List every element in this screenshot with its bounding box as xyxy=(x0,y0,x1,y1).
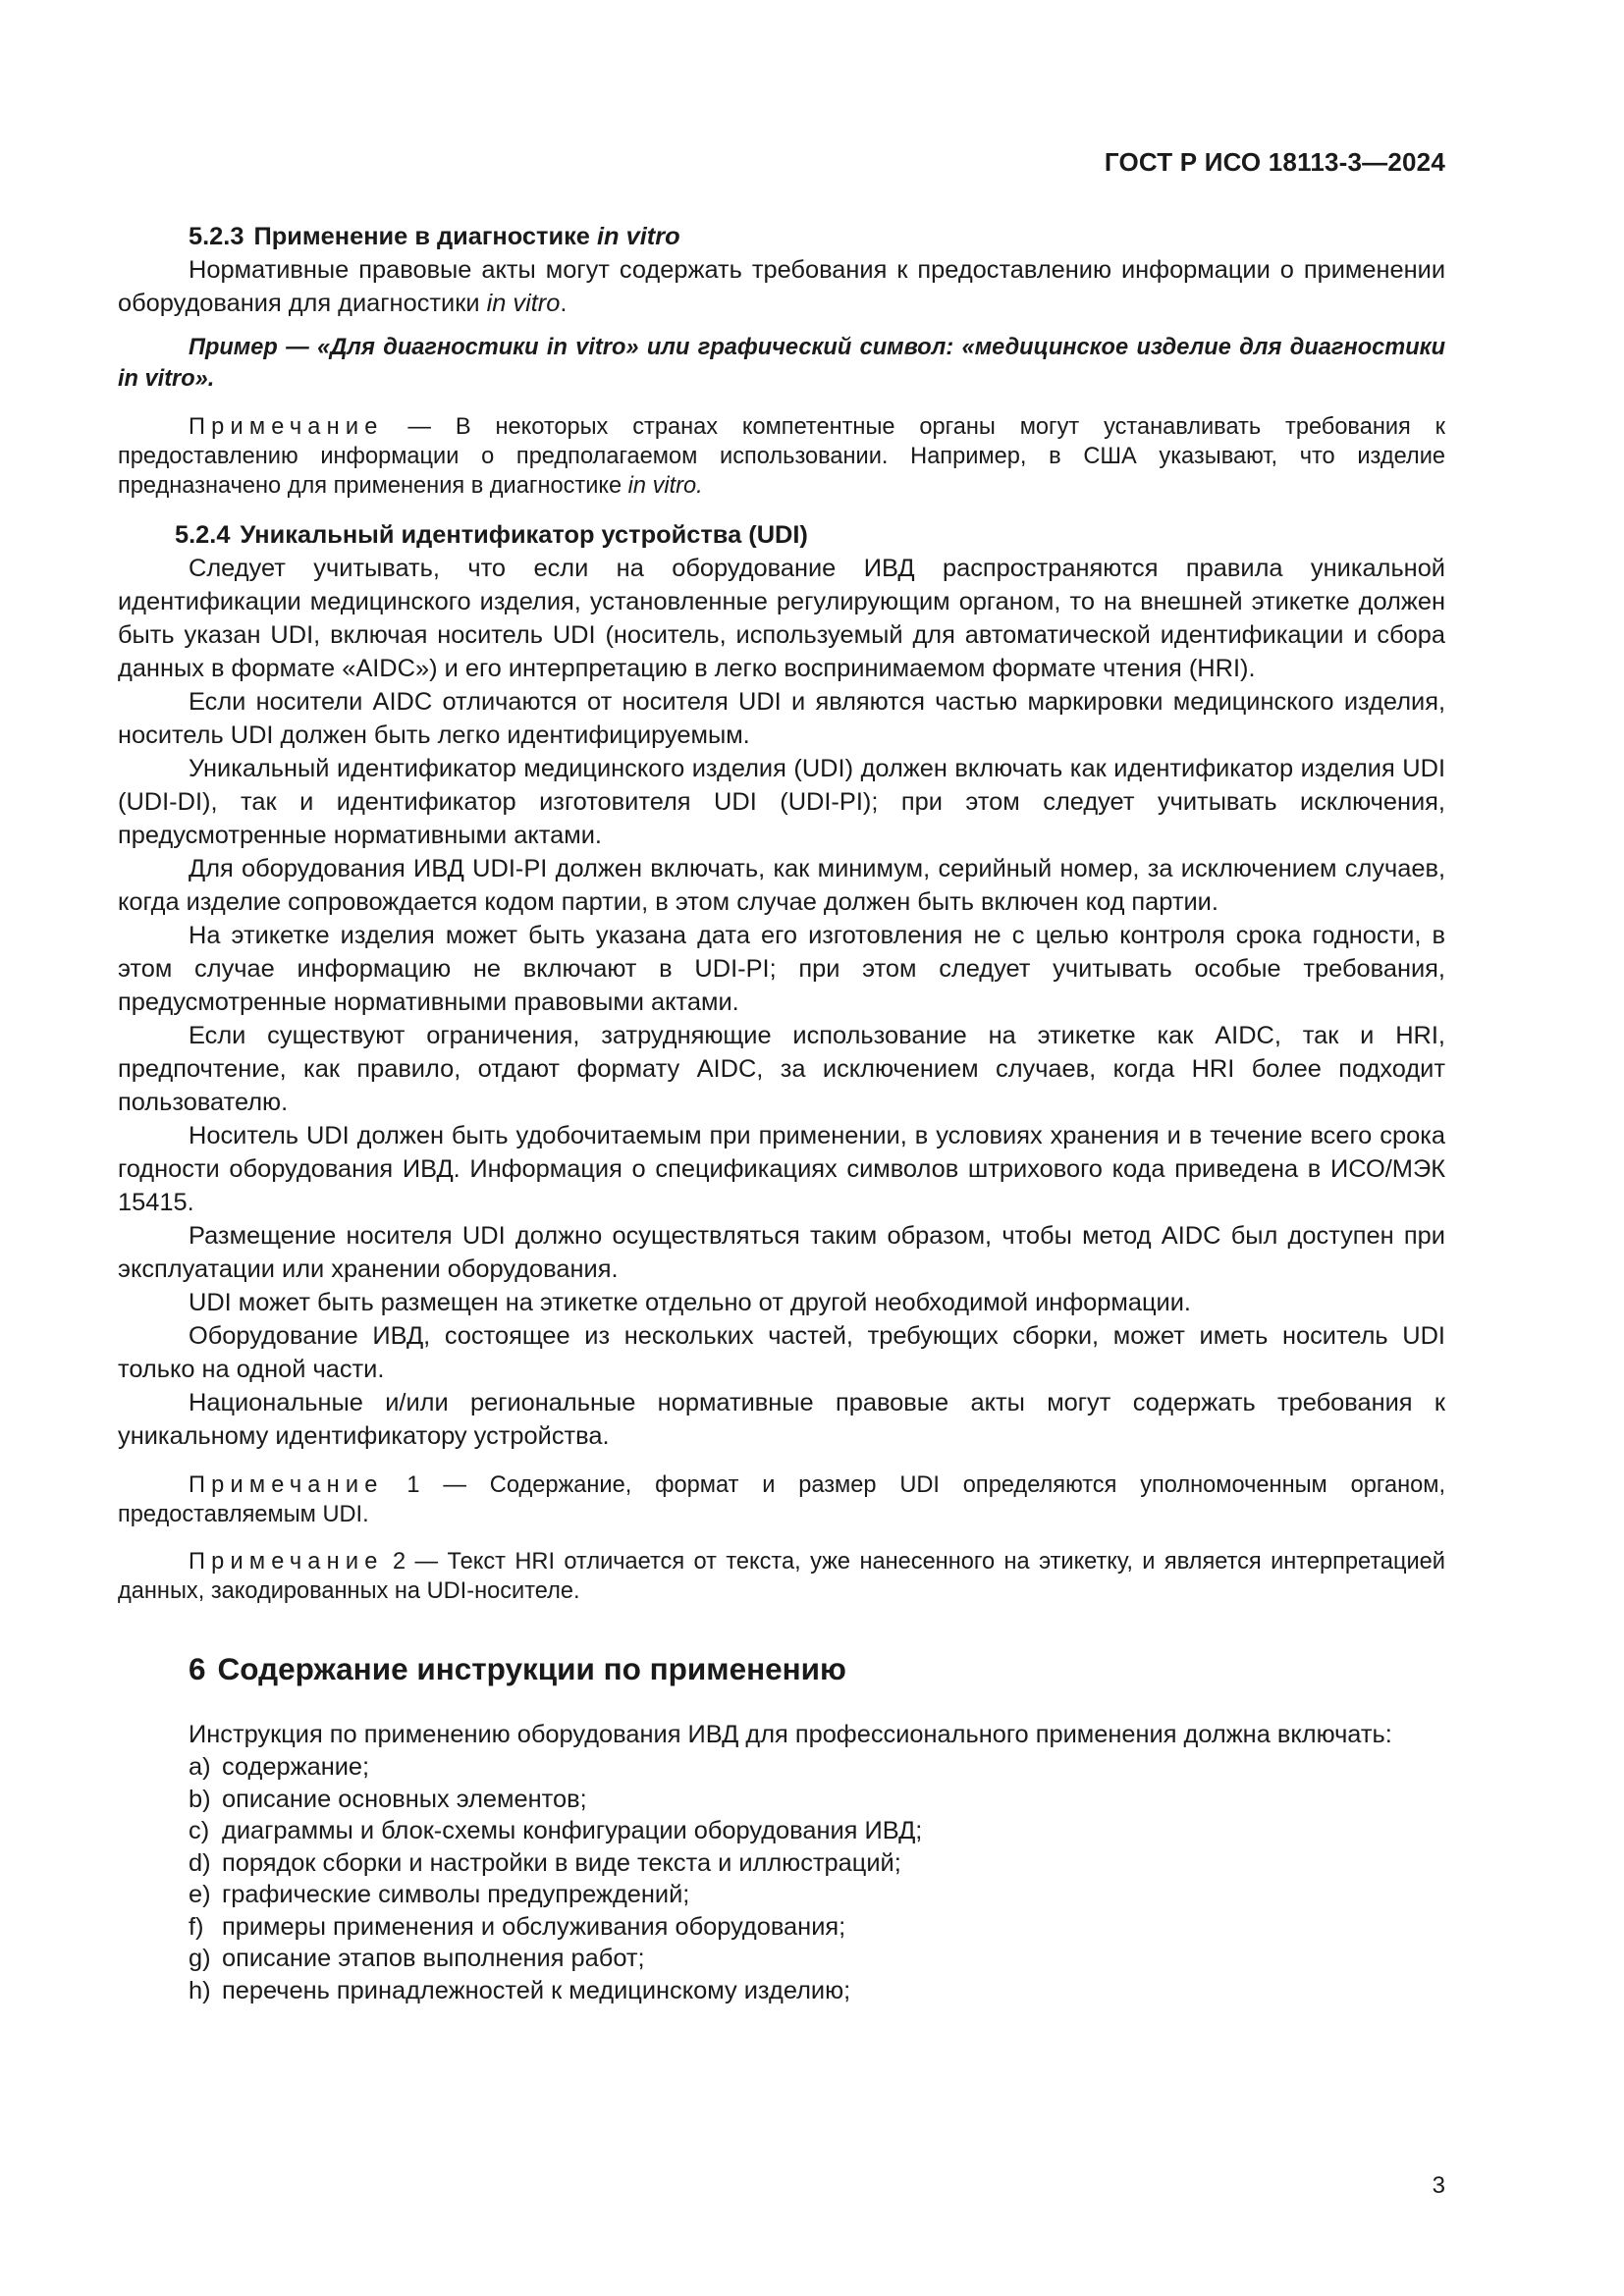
list-item-text: перечень принадлежностей к медицинскому изделию; xyxy=(222,1976,851,2004)
list-marker: d) xyxy=(189,1848,211,1877)
section-number: 6 xyxy=(189,1651,206,1686)
paragraph: UDI может быть размещен на этикетке отдельно от другой необходимой информации. xyxy=(189,1289,1191,1316)
list-item-text: описание этапов выполнения работ; xyxy=(222,1945,645,1972)
list-item xyxy=(118,1879,1445,1911)
page-number: 3 xyxy=(1432,2172,1445,2199)
list-item xyxy=(118,1911,1445,1944)
list-marker: f) xyxy=(189,1912,204,1941)
section-number: 5.2.4 xyxy=(175,521,231,549)
list-item xyxy=(118,1751,1445,1784)
list-item xyxy=(118,1943,1445,1975)
section-title: Содержание инструкции по применению xyxy=(217,1651,846,1686)
paragraph: Национальные и/или региональные нормативные правовые акты могут содержать требования к уникальному идентификатору устройства. xyxy=(118,1389,1445,1450)
list-marker: e) xyxy=(189,1881,211,1908)
list-item-text: примеры применения и обслуживания оборудования; xyxy=(222,1912,846,1941)
paragraph: Оборудование ИВД, состоящее из нескольких частей, требующих сборки, может иметь носитель UDI только на одной части. xyxy=(118,1322,1445,1383)
paragraph: Уникальный идентификатор медицинского изделия (UDI) должен включать как идентификатор изделия UDI (UDI-DI), так и идентификатор изготовителя UDI (UDI-PI); при этом следует учитывать исключения, предусмотренные нормативными актами. xyxy=(118,755,1445,849)
paragraph: Инструкция по применению оборудования ИВД для профессионального применения должна включать: xyxy=(189,1721,1392,1748)
paragraph-end: . xyxy=(560,290,568,317)
section-title: Уникальный идентификатор устройства (UDI) xyxy=(240,521,808,549)
note-italic: in vitro. xyxy=(627,473,703,499)
contents-list xyxy=(118,1751,1445,2006)
note-label: Примечание xyxy=(189,414,384,440)
note-text: 1 — Содержание, формат и размер UDI определяются уполномоченным органом, предоставляемым UDI. xyxy=(118,1472,1445,1527)
paragraph: Носитель UDI должен быть удобочитаемым при применении, в условиях хранения и в течение всего срока годности оборудования ИВД. Информация о спецификациях символов штрихового кода приведена в ИСО/МЭК 15415. xyxy=(118,1122,1445,1216)
list-item-text: диаграммы и блок-схемы конфигурации оборудования ИВД; xyxy=(222,1817,923,1844)
section-6-heading xyxy=(118,1649,1445,1688)
paragraph: На этикетке изделия может быть указана дата его изготовления не с целью контроля срока годности, в этом случае информацию не включают в UDI-PI; при этом следует учитывать особые требования, предусмотренные нормативными правовыми актами. xyxy=(118,922,1445,1016)
list-item-text: описание основных элементов; xyxy=(222,1785,587,1813)
note-text: — В некоторых странах компетентные органы могут устанавливать требования к предоставлению информации о предполагаемом использовании. Например, в США указывают, что изделие предназначено для применения в диагностике xyxy=(118,414,1445,499)
list-item xyxy=(118,1847,1445,1880)
list-item xyxy=(118,1784,1445,1816)
section-title-italic: in vitro xyxy=(596,223,680,250)
note-1 xyxy=(118,1470,1445,1529)
paragraph xyxy=(118,253,1445,320)
note-label: Примечание xyxy=(189,1549,384,1575)
section-5-2-4-heading xyxy=(118,518,1445,552)
list-item xyxy=(118,1975,1445,2007)
page-content xyxy=(118,220,1445,2006)
list-item-text: содержание; xyxy=(222,1753,370,1781)
paragraph-text: Нормативные правовые акты могут содержать требования к предоставлению информации о применении оборудования для диагностики xyxy=(118,256,1445,317)
paragraph: Следует учитывать, что если на оборудование ИВД распространяются правила уникальной идентификации медицинского изделия, установленные регулирующим органом, то на внешней этикетке должен быть указан UDI, включая носитель UDI (носитель, используемый для автоматической идентификации и сбора данных в формате «AIDC») и его интерпретацию в легко воспринимаемом формате чтения (HRI). xyxy=(118,555,1445,682)
paragraph: Если носители AIDC отличаются от носителя UDI и являются частью маркировки медицинского изделия, носитель UDI должен быть легко идентифицируемым. xyxy=(118,688,1445,749)
note-text: 2 — Текст HRI отличается от текста, уже нанесенного на этикетку, и является интерпретацией данных, закодированных на UDI-носителе. xyxy=(118,1549,1445,1604)
list-marker: b) xyxy=(189,1785,211,1813)
list-marker: g) xyxy=(189,1945,211,1972)
paragraph: Для оборудования ИВД UDI-PI должен включать, как минимум, серийный номер, за исключением случаев, когда изделие сопровождается кодом партии, в этом случае должен быть включен код партии. xyxy=(118,855,1445,916)
section-5-2-3-heading xyxy=(118,220,1445,253)
section-title: Применение в диагностике xyxy=(253,223,597,250)
note-label: Примечание xyxy=(189,1472,384,1498)
note xyxy=(118,412,1445,501)
list-marker: a) xyxy=(189,1753,211,1781)
section-number: 5.2.3 xyxy=(189,223,244,250)
list-marker: c) xyxy=(189,1817,210,1844)
list-item-text: графические символы предупреждений; xyxy=(222,1881,690,1908)
paragraph-italic: in vitro xyxy=(486,290,561,317)
paragraph: Размещение носителя UDI должно осуществляться таким образом, чтобы метод AIDC был доступен при эксплуатации или хранении оборудования. xyxy=(118,1222,1445,1283)
list-marker: h) xyxy=(189,1976,211,2004)
note-2 xyxy=(118,1547,1445,1606)
example-text: Пример — «Для диагностики in vitro» или графический символ: «медицинское изделие для диагностики in vitro». xyxy=(118,335,1445,392)
list-item-text: порядок сборки и настройки в виде текста и иллюстраций; xyxy=(222,1848,901,1877)
list-item xyxy=(118,1815,1445,1847)
paragraph: Если существуют ограничения, затрудняющие использование на этикетке как AIDC, так и HRI, предпочтение, как правило, отдают формату AIDC, за исключением случаев, когда HRI более подходит пользователю. xyxy=(118,1022,1445,1116)
document-code: ГОСТ Р ИСО 18113-3—2024 xyxy=(1104,147,1445,177)
